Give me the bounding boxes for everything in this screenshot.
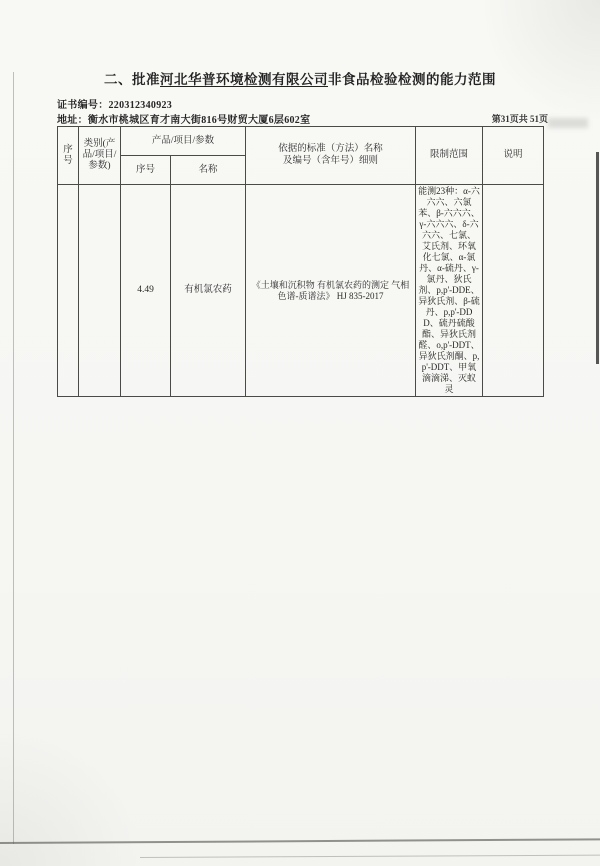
header-limit: 限制范围 [416, 127, 483, 185]
certificate-number: 220312340923 [108, 100, 173, 111]
cell-note [483, 185, 544, 397]
cell-limit-range: 能测23种：α-六六六、六氯苯、β-六六六、γ-六六六、δ-六六六、七氯、艾氏剂、环氧化七氯、α-氯丹、α-硫丹、γ-氯丹、狄氏剂、p,p'-DDE、异狄氏剂、β-硫丹、p,p'-DDD、硫丹硫酸酯、异狄氏剂醛、o,p'-DDT、异狄氏剂酮、p,p'-DDT、甲氧滴滴涕、灭蚁灵 [416, 185, 483, 397]
capability-scope-table [57, 126, 544, 397]
title-company-name: 河北华普环境检测有限公司 [160, 72, 328, 87]
scan-smudge [548, 118, 588, 128]
certificate-number-line [57, 96, 172, 111]
title-prefix: 二、批准 [104, 72, 160, 87]
certificate-label: 证书编号： [57, 100, 109, 111]
header-standard-text: 依据的标准（方法）名称及编号（含年号）细则 [278, 144, 383, 166]
address-label: 地址： [57, 115, 88, 126]
header-seq: 序号 [58, 127, 79, 185]
paper-edge-left-line [13, 72, 14, 844]
header-category: 类别(产品/项目/参数) [79, 127, 121, 185]
paper-edge-bottom-line [0, 838, 600, 844]
page-indicator: 第31页共 51页 [491, 114, 548, 124]
header-product-group: 产品/项目/参数 [121, 127, 246, 156]
header-sub-name: 名称 [171, 156, 246, 185]
title-suffix: 非食品检验检测的能力范围 [328, 72, 496, 87]
header-standard [246, 127, 416, 185]
header-sub-seq: 序号 [121, 156, 171, 185]
address-value: 衡水市桃城区育才南大街816号财贸大厦6层602室 [87, 115, 311, 126]
header-note: 说明 [483, 127, 544, 185]
address-line [57, 111, 310, 126]
cell-name: 有机氯农药 [171, 185, 246, 397]
cell-standard: 《土壤和沉积物 有机氯农药的测定 气相色谱-质谱法》 HJ 835-2017 [246, 185, 416, 397]
table-row [58, 185, 544, 397]
table-header-row-1 [58, 127, 544, 156]
cell-category [79, 185, 121, 397]
cell-sub-seq: 4.49 [121, 185, 171, 397]
paper-edge-bottom-faint-line [140, 855, 600, 858]
scan-right-edge-streak [596, 152, 599, 364]
cell-seq [58, 185, 79, 397]
page-title [0, 68, 600, 88]
